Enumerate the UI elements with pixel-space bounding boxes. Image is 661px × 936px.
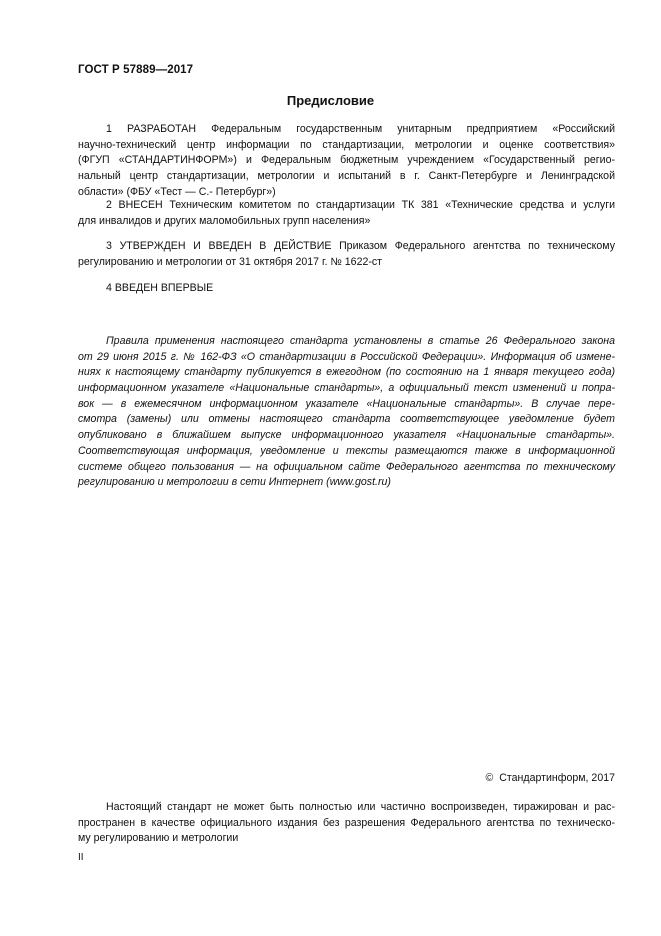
copyright-icon: © bbox=[485, 772, 494, 784]
text-line: 2 ВНЕСЕН Техническим комитетом по стандартизации ТК 381 «Технические средства и услуги bbox=[106, 199, 615, 211]
text-line: нальный центр стандартизации, метрологии и испытаний в г. Санкт-Петербурге и Ленинградской bbox=[78, 170, 615, 183]
foreword-item-3 bbox=[78, 239, 615, 270]
text-line: Настоящий стандарт не может быть полностью или частично воспроизведен, тиражирован и рас- bbox=[106, 801, 615, 813]
text-line: Правила применения настоящего стандарта установлены в статье 26 Федерального закона bbox=[106, 335, 615, 347]
page-number: II bbox=[78, 852, 84, 863]
document-code: ГОСТ Р 57889—2017 bbox=[78, 64, 194, 76]
foreword-item-1 bbox=[78, 122, 615, 200]
text-line: области» (ФБУ «Тест — С.- Петербург») bbox=[78, 185, 276, 198]
text-line: Соответствующая информация, уведомление и тексты размещаются также в информационной bbox=[78, 444, 615, 457]
text-line: ниях к настоящему стандарту публикуется в ежегодном (по состоянию на 1 января текущего года) bbox=[78, 366, 615, 379]
application-notice bbox=[78, 334, 615, 491]
text-line: системе общего пользования — на официальном сайте Федерального агентства по техническому bbox=[78, 460, 615, 473]
text-line: 4 ВВЕДЕН ВПЕРВЫЕ bbox=[106, 282, 214, 294]
text-line: 1 РАЗРАБОТАН Федеральным государственным унитарным предприятием «Российский bbox=[106, 123, 615, 135]
text-line: научно-технический центр информации по стандартизации, метрологии и оценке соответствия» bbox=[78, 138, 615, 151]
foreword-item-4 bbox=[78, 281, 615, 297]
text-line: информационном указателе «Национальные стандарты», а официальный текст изменений и попра- bbox=[78, 382, 615, 395]
text-line: опубликовано в ближайшем выпуске информационного указателя «Национальные стандарты». bbox=[78, 429, 615, 442]
copyright-notice bbox=[485, 772, 615, 784]
text-line: (ФГУП «СТАНДАРТИНФОРМ») и Федеральным бюджетным учреждением «Государственный регио- bbox=[78, 154, 615, 167]
text-line: вок — в ежемесячном информационном указателе «Национальные стандарты». В случае пере- bbox=[78, 397, 615, 410]
text-line: смотра (замены) или отмены настоящего стандарта соответствующее уведомление будет bbox=[78, 413, 615, 426]
text-line: от 29 июня 2015 г. № 162-ФЗ «О стандартизации в Российской Федерации». Информация об измене- bbox=[78, 350, 615, 363]
text-line: пространен в качестве официального издания без разрешения Федерального агентства по техническо- bbox=[78, 816, 615, 829]
text-line: регулированию и метрологии от 31 октября 2017 г. № 1622-ст bbox=[78, 255, 383, 268]
page-title: Предисловие bbox=[286, 93, 375, 108]
text-line: 3 УТВЕРЖДЕН И ВВЕДЕН В ДЕЙСТВИЕ Приказом Федерального агентства по техническому bbox=[106, 240, 615, 252]
foreword-item-2 bbox=[78, 198, 615, 229]
text-line: для инвалидов и других маломобильных групп населения» bbox=[78, 214, 371, 227]
reproduction-notice bbox=[78, 800, 615, 847]
text-line: му регулированию и метрологии bbox=[78, 832, 239, 845]
copyright-text: Стандартинформ, 2017 bbox=[499, 772, 615, 784]
text-line: регулированию и метрологии в сети Интернет (www.gost.ru) bbox=[78, 476, 391, 489]
